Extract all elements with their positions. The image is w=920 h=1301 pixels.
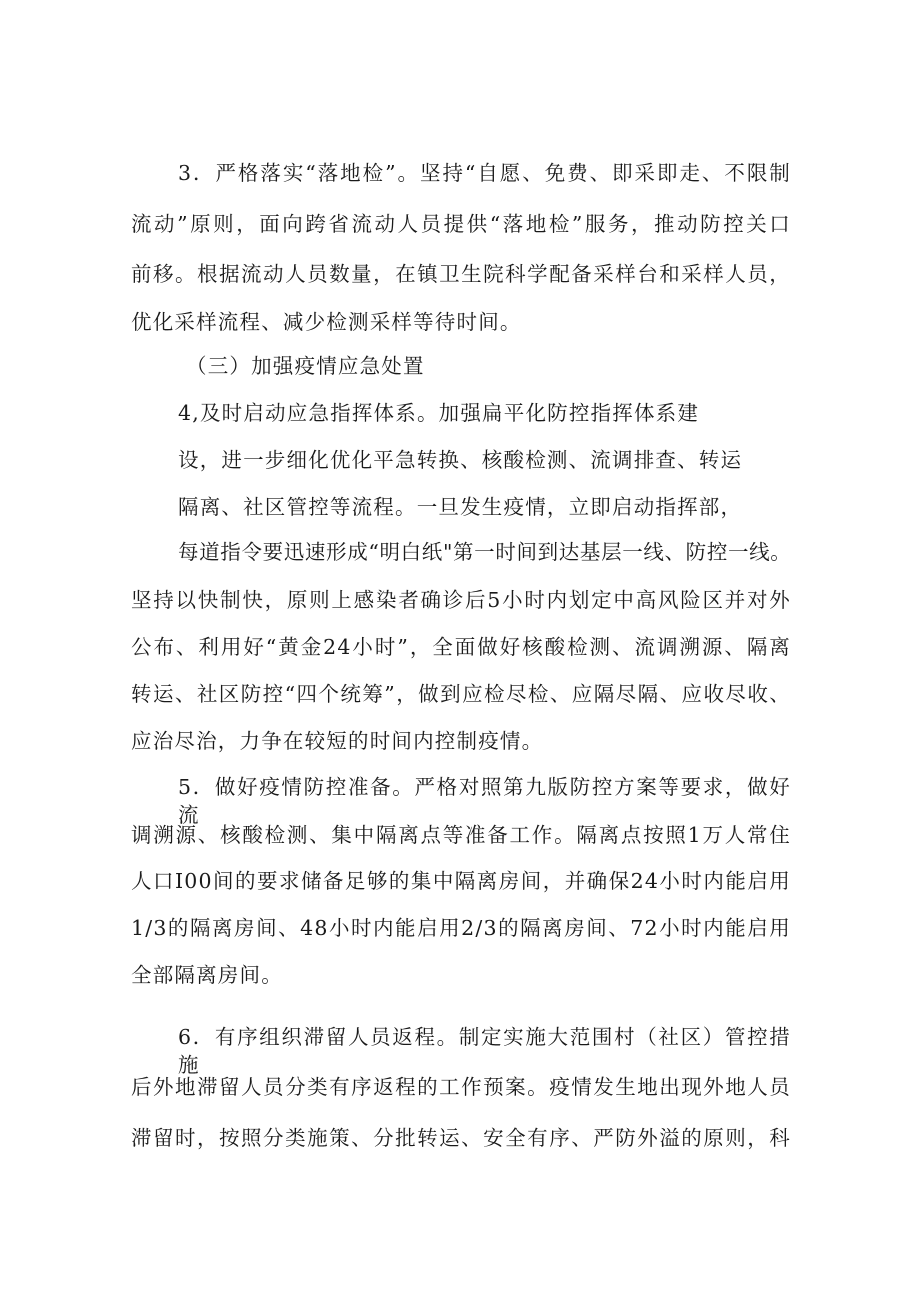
text-line: 每道指令要迅速形成“明白纸"第一时间到达基层一线、防控一线。 [178, 540, 791, 564]
text-line: 设，进一步细化优化平急转换、核酸检测、流调排查、转运 [178, 448, 743, 472]
text-line: 前移。根据流动人员数量，在镇卫生院科学配备采样台和采样人员， [131, 262, 791, 286]
text-line: 5．做好疫情防控准备。严格对照第九版防控方案等要求，做好流 [178, 775, 791, 827]
text-line: 调溯源、核酸检测、集中隔离点等准备工作。隔离点按照1万人常住 [131, 823, 791, 847]
text-line: 全部隔离房间。 [131, 963, 283, 987]
text-line: 4,及时启动应急指挥体系。加强扁平化防控指挥体系建 [178, 401, 700, 425]
text-line: 隔离、社区管控等流程。一旦发生疫情，立即启动指挥部， [178, 495, 743, 519]
section-heading: （三）加强疫情应急处置 [186, 354, 425, 378]
text-line: 应治尽治，力争在较短的时间内控制疫情。 [131, 729, 544, 753]
text-line: 优化采样流程、减少检测采样等待时间。 [131, 310, 522, 334]
text-line: 1/3的隔离房间、48小时内能启用2/3的隔离房间、72小时内能启用 [131, 916, 791, 940]
text-line: 坚持以快制快，原则上感染者确诊后5小时内划定中高风险区并对外 [131, 588, 791, 612]
text-line: 3．严格落实“落地检”。坚持“自愿、免费、即采即走、不限制 [178, 161, 791, 185]
text-line: 6．有序组织滞留人员返程。制定实施大范围村（社区）管控措施 [178, 1025, 791, 1077]
text-line: 滞留时，按照分类施策、分批转运、安全有序、严防外溢的原则，科 [131, 1126, 791, 1150]
text-line: 后外地滞留人员分类有序返程的工作预案。疫情发生地出现外地人员 [131, 1075, 791, 1099]
text-line: 流动”原则，面向跨省流动人员提供“落地检”服务，推动防控关口 [131, 212, 791, 236]
text-line: 人口I00间的要求储备足够的集中隔离房间，并确保24小时内能启用 [131, 869, 791, 893]
text-line: 公布、利用好“黄金24小时”，全面做好核酸检测、流调溯源、隔离 [131, 635, 791, 659]
text-line: 转运、社区防控“四个统筹”，做到应检尽检、应隔尽隔、应收尽收、 [131, 682, 791, 706]
